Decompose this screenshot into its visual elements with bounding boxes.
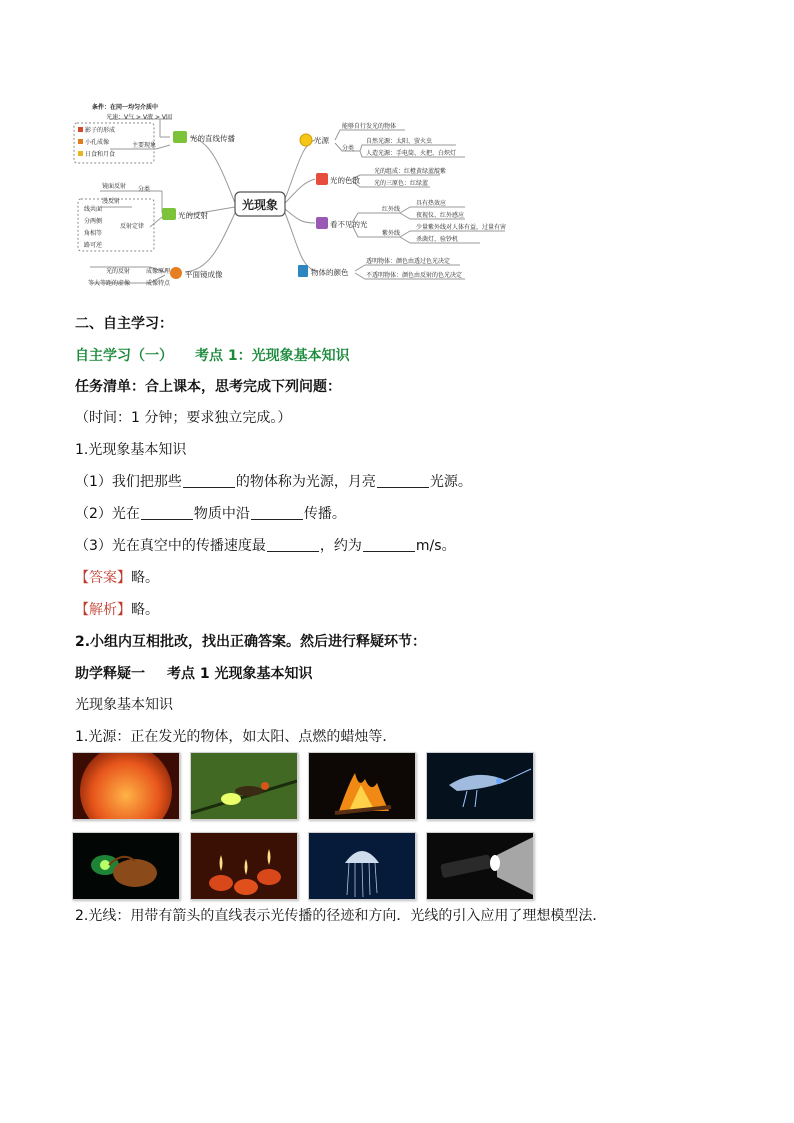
q2-text-a: （2）光在	[75, 506, 140, 522]
leaf-icon	[162, 208, 176, 220]
help-heading	[75, 664, 313, 684]
q1-text-a: （1）我们把那些	[75, 474, 182, 490]
source-natural: 自然光源：太阳、萤火虫	[366, 138, 433, 145]
branch-dispersion-title: 光的色散	[330, 176, 360, 185]
study-heading	[75, 346, 350, 366]
q2-text-b: 物质中沿	[193, 506, 250, 522]
sun-icon	[300, 134, 312, 146]
study-topic: 考点 1：光现象基本知识	[195, 348, 350, 364]
uv-application: 杀菌灯、验钞机	[416, 236, 459, 243]
question-1	[75, 472, 472, 492]
dispersion-primary: 光的三原色：红绿蓝	[374, 180, 429, 187]
reflection-diffuse: 漫反射	[102, 198, 121, 205]
task-list: 任务清单：合上课本，思考完成下列问题：	[75, 379, 341, 395]
q3-blank-1[interactable]	[267, 537, 319, 552]
color-icon	[298, 265, 308, 277]
q3-text-a: （3）光在真空中的传播速度最	[75, 538, 266, 554]
help-topic: 考点 1 光现象基本知识	[167, 666, 313, 682]
time-note: （时间：1 分钟；要求独立完成。）	[75, 410, 292, 426]
branch-source-title: 光源	[314, 136, 329, 145]
law-reversible: 路可逆	[84, 242, 103, 249]
section-title: 二、自主学习：	[75, 316, 173, 332]
source-definition: 能够自行发光的物体	[342, 123, 397, 130]
uv-effect: 少量紫外线对人体有益，过量有害	[416, 224, 507, 231]
straight-phenomena-label: 主要现象	[132, 142, 157, 149]
branch-straight-title: 光的直线传播	[190, 134, 235, 143]
invisible-light-icon	[316, 217, 328, 229]
photo-flashlight	[426, 832, 534, 900]
uv-label: 紫外线	[382, 230, 401, 237]
leaf-icon	[173, 131, 187, 143]
q2-blank-2[interactable]	[251, 505, 303, 520]
reflection-specular: 镜面反射	[102, 183, 127, 190]
paragraph-light-ray: 2.光线：用带有箭头的直线表示光传播的径迹和方向．光线的引入应用了理想模型法．	[75, 908, 607, 924]
answer-line	[75, 568, 159, 588]
mirror-principle: 光的反射	[106, 268, 131, 275]
q2-blank-1[interactable]	[141, 505, 193, 520]
phenomenon-eclipse: 日食和月食	[85, 151, 116, 158]
mind-map-center-label: 光现象	[241, 198, 279, 212]
analysis-line	[75, 600, 159, 620]
color-opaque: 不透明物体：颜色由反射的色光决定	[366, 272, 463, 279]
mirror-icon	[170, 267, 182, 279]
q3-text-b: ，约为	[319, 538, 362, 554]
q1-blank-1[interactable]	[183, 473, 235, 488]
q3-text-c: m/s。	[415, 538, 456, 554]
question-2	[75, 504, 346, 524]
phenomenon-shadow: 影子的形成	[85, 127, 116, 134]
dispersion-composition: 光的组成：红橙黄绿蓝靛紫	[374, 168, 447, 175]
straight-speed: 光速：V气 > V液 > V固	[106, 114, 172, 121]
dispersion-icon	[316, 173, 328, 185]
photo-candles	[190, 832, 298, 900]
reflection-law-label: 反射定律	[120, 223, 145, 230]
study-prefix: 自主学习（一）	[75, 348, 173, 364]
mirror-feature-label: 成像特点	[146, 280, 171, 287]
light-source-photo-grid	[72, 752, 520, 900]
ir-label: 红外线	[382, 206, 401, 213]
analysis-label: 【解析】	[75, 602, 131, 618]
question-heading: 1.光现象基本知识	[75, 442, 187, 458]
photo-firefly	[190, 752, 298, 820]
knowledge-title: 光现象基本知识	[75, 697, 173, 713]
source-artificial: 人造光源：手电筒、火把、白炽灯	[366, 150, 457, 157]
mind-map	[70, 95, 510, 295]
color-transparent: 透明物体：颜色由透过色光决定	[366, 258, 451, 265]
branch-mirror-title: 平面镜成像	[185, 270, 223, 279]
mirror-feature: 等大等距的虚像	[88, 280, 131, 287]
answer-label: 【答案】	[75, 570, 131, 586]
reflection-class-label: 分类	[138, 186, 151, 193]
source-class-label: 分类	[342, 145, 355, 152]
photo-campfire	[308, 752, 416, 820]
phenomenon-pinhole: 小孔成像	[85, 139, 110, 146]
step-2: 2.小组内互相批改，找出正确答案。然后进行释疑环节：	[75, 634, 427, 650]
straight-condition: 条件：在同一均匀介质中	[92, 104, 159, 111]
branch-reflection-title: 光的反射	[178, 211, 208, 220]
q1-blank-2[interactable]	[377, 473, 429, 488]
q3-blank-2[interactable]	[363, 537, 415, 552]
help-prefix: 助学释疑一	[75, 666, 145, 682]
law-coplanar: 线共面	[84, 206, 103, 213]
photo-anglerfish	[72, 832, 180, 900]
branch-color-title: 物体的颜色	[311, 268, 349, 277]
law-sides: 分两侧	[84, 218, 103, 225]
photo-sun	[72, 752, 180, 820]
q1-text-b: 的物体称为光源，月亮	[235, 474, 376, 490]
ir-effect: 具有热效应	[416, 200, 447, 207]
law-angles: 角相等	[84, 230, 103, 237]
analysis-text: 略。	[131, 602, 159, 618]
branch-invisible-title: 看不见的光	[330, 220, 368, 229]
mirror-principle-label: 成像原理	[146, 268, 171, 275]
ir-application: 夜视仪、红外感应	[416, 212, 465, 219]
photo-glowing-shrimp	[426, 752, 534, 820]
question-3	[75, 536, 456, 556]
paragraph-light-source: 1.光源：正在发光的物体，如太阳、点燃的蜡烛等．	[75, 729, 397, 745]
answer-text: 略。	[131, 570, 159, 586]
mind-map-drawing	[70, 95, 510, 295]
photo-jellyfish	[308, 832, 416, 900]
q1-text-c: 光源。	[429, 474, 472, 490]
q2-text-c: 传播。	[303, 506, 346, 522]
